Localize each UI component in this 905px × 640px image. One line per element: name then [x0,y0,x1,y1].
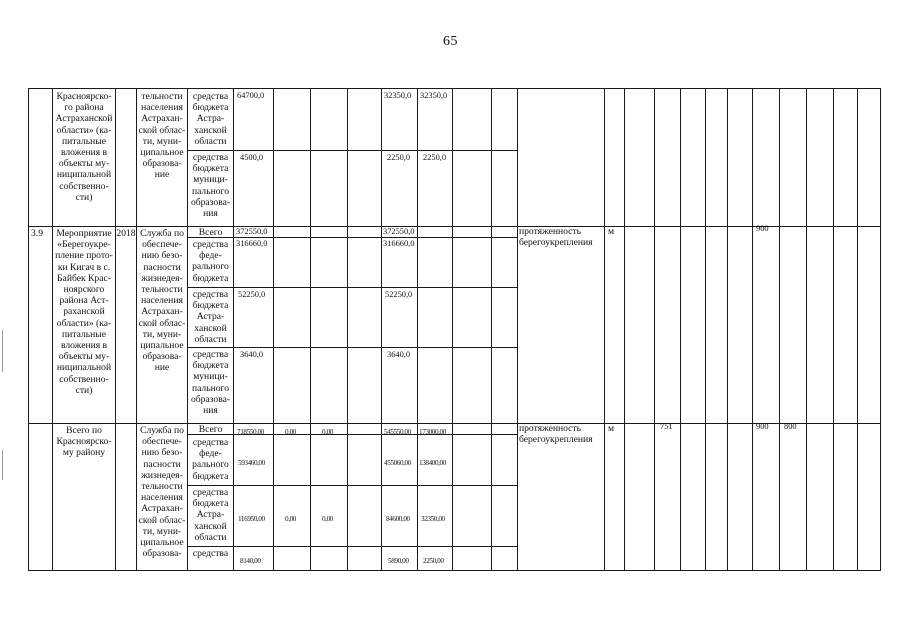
amount-year: 316660,0 [383,239,415,248]
unit-cell: м [608,423,615,434]
executor-cell: Служба по обеспече- нию безо- пасности жизнедея- тельности населения Астрахан- ской облас- ти, муни- ципальное образова- ние [138,228,186,374]
indicator-value: 900 [756,224,769,233]
measure-name-cell: Красноярско- го района Астраханской области» (ка- питальные вложения в объекты му- ниципальной собственно- сти) [55,91,113,203]
amount-total: 64700,0 [237,91,265,100]
amount-year: 84600,00 [386,515,410,523]
amount-year: 545550,00 [384,428,411,436]
source-cell: средства бюджета муници- пального образова- ния [190,349,231,417]
page-number: 65 [443,34,458,49]
amount-total: 3640,0 [240,350,264,359]
source-cell: средства бюджета Астра- ханской области [192,487,229,543]
amount-year: 372550,0 [383,227,415,236]
amount-total: 52250,0 [238,290,266,299]
indicator-value: 751 [660,422,673,431]
indicator-cell: протяженность берегоукрепления [519,423,593,446]
amount-year: 0,00 [285,515,296,523]
source-cell: средства бюджета Астра- ханской области [192,289,229,345]
amount-total: 4500,0 [240,153,264,162]
amount-year: 0,00 [285,428,296,436]
amount-year: 173000,00 [419,428,446,436]
amount-total: 316660,0 [236,239,268,248]
total-label-cell: Всего по Красноярско- му району [56,425,112,459]
amount-year: 3640,0 [387,350,411,359]
scan-mark [2,330,3,372]
source-cell: средства феде- рального бюджета [192,437,229,482]
source-cell: средства бюджета Астра- ханской области [192,91,229,147]
amount-year: 0,00 [322,428,333,436]
amount-year: 455060,00 [384,459,411,467]
amount-total: 116950,00 [238,515,265,523]
source-cell: средства [192,548,229,559]
unit-cell: м [608,226,615,237]
year-cell: 2018 [116,228,136,239]
measure-name-cell: Мероприятие «Берегоукре- пление прото- ки Кигач в с. Байбек Крас- ноярского района Аст- раханской области» (ка- питальные вложения в объекты му- ниципальной собственно- сти) [55,228,113,396]
amount-year: 32350,0 [420,91,448,100]
amount-year: 5890,00 [388,557,409,565]
amount-year: 32350,0 [384,91,412,100]
amount-year: 2250,0 [387,153,411,162]
indicator-value: 800 [784,422,797,431]
row-number: 3.9 [31,228,43,239]
scan-mark [2,450,3,480]
indicator-cell: протяженность берегоукрепления [519,226,593,249]
source-cell: средства феде- рального бюджета [192,239,229,284]
amount-year: 2250,00 [423,557,444,565]
amount-year: 0,00 [322,515,333,523]
amount-year: 138400,00 [419,459,446,467]
amount-year: 32350,00 [421,515,445,523]
executor-cell: тельности населения Астрахан- ской облас- ти, муни- ципальное образова- ние [138,91,186,181]
amount-total: 8140,00 [240,557,261,565]
indicator-value: 900 [756,422,769,431]
source-cell: средства бюджета муници- пального образова- ния [190,152,231,220]
source-cell: Всего [198,227,223,238]
source-cell: Всего [198,424,223,435]
amount-year: 52250,0 [385,290,413,299]
amount-total: 593460,00 [238,459,265,467]
amount-total: 372550,0 [236,227,268,236]
amount-year: 2250,0 [423,153,447,162]
executor-cell: Служба по обеспече- нию безо- пасности жизнедея- тельности населения Астрахан- ской облас- ти, муни- ципальное образова- [138,425,186,560]
amount-total: 718550,00 [237,428,264,436]
